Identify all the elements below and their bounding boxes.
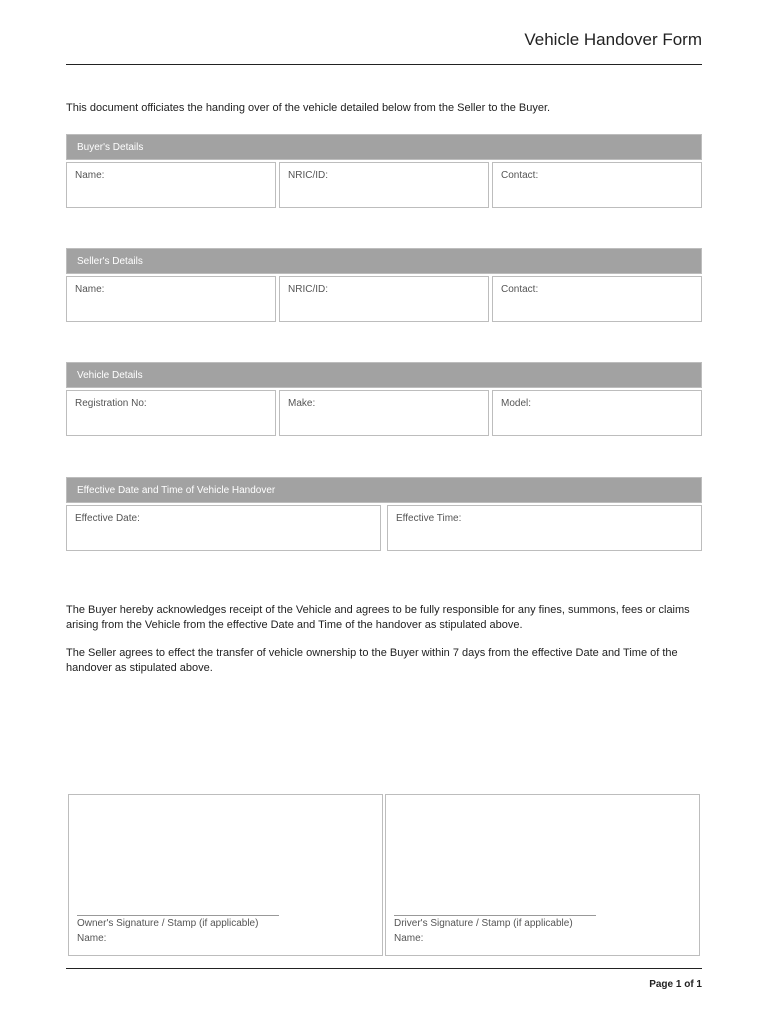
page-number: Page 1 of 1 bbox=[649, 979, 702, 990]
effective-time-field[interactable]: Effective Time: bbox=[387, 505, 702, 551]
buyer-name-field[interactable]: Name: bbox=[66, 162, 276, 208]
owner-name-label: Name: bbox=[77, 933, 107, 944]
effective-datetime-section bbox=[66, 477, 702, 551]
driver-name-label: Name: bbox=[394, 933, 424, 944]
page-title: Vehicle Handover Form bbox=[524, 30, 702, 49]
seller-details-section bbox=[66, 248, 702, 322]
owner-signature-label: Owner's Signature / Stamp (if applicable) bbox=[77, 918, 259, 929]
model-field[interactable]: Model: bbox=[492, 390, 702, 436]
driver-signature-box[interactable] bbox=[385, 794, 700, 956]
seller-nric-field[interactable]: NRIC/ID: bbox=[279, 276, 489, 322]
owner-signature-line bbox=[77, 915, 279, 916]
effective-date-field[interactable]: Effective Date: bbox=[66, 505, 381, 551]
buyer-details-section bbox=[66, 134, 702, 208]
buyer-acknowledgement-text: The Buyer hereby acknowledges receipt of the Vehicle and agrees to be fully responsible for any fines, summons, fees or claims arising from the Vehicle from the effective Date and Time of the handover as stipulated above. bbox=[66, 604, 690, 631]
seller-details-header: Seller's Details bbox=[66, 248, 702, 274]
registration-no-field[interactable]: Registration No: bbox=[66, 390, 276, 436]
intro-text: This document officiates the handing over of the vehicle detailed below from the Seller to the Buyer. bbox=[66, 102, 551, 114]
driver-signature-label: Driver's Signature / Stamp (if applicable) bbox=[394, 918, 573, 929]
make-field[interactable]: Make: bbox=[279, 390, 489, 436]
vehicle-details-header: Vehicle Details bbox=[66, 362, 702, 388]
seller-contact-field[interactable]: Contact: bbox=[492, 276, 702, 322]
vehicle-details-section bbox=[66, 362, 702, 436]
seller-name-field[interactable]: Name: bbox=[66, 276, 276, 322]
buyer-contact-field[interactable]: Contact: bbox=[492, 162, 702, 208]
seller-agreement-text: The Seller agrees to effect the transfer of vehicle ownership to the Buyer within 7 days from the effective Date and Time of the handover as stipulated above. bbox=[66, 647, 678, 674]
footer-rule bbox=[66, 968, 702, 969]
buyer-details-header: Buyer's Details bbox=[66, 134, 702, 160]
driver-signature-line bbox=[394, 915, 596, 916]
owner-signature-box[interactable] bbox=[68, 794, 383, 956]
header-rule bbox=[66, 64, 702, 65]
effective-datetime-header: Effective Date and Time of Vehicle Handover bbox=[66, 477, 702, 503]
buyer-nric-field[interactable]: NRIC/ID: bbox=[279, 162, 489, 208]
